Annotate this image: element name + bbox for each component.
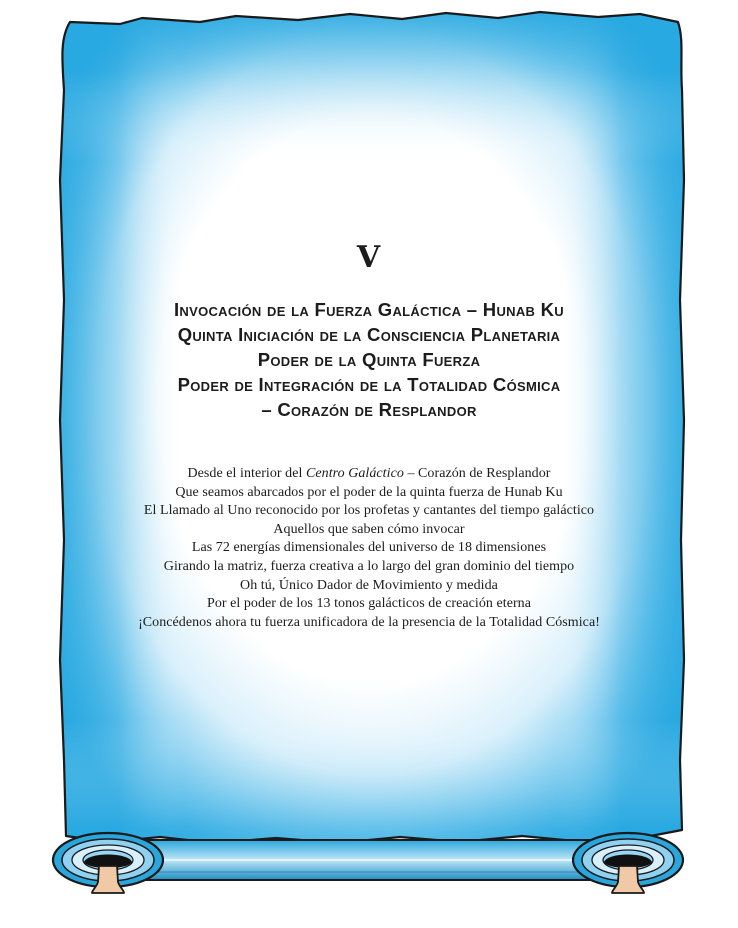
verse-line-2: Que seamos abarcados por el poder de la quinta fuerza de Hunab Ku [175, 484, 563, 500]
title-line-3: Poder de la Quinta Fuerza [257, 349, 481, 370]
verse-line-8: Por el poder de los 13 tonos galácticos de creación eterna [206, 596, 531, 612]
title-line-5: – Corazón de Resplandor [261, 399, 477, 420]
verse-line-7: Oh tú, Único Dador de Movimiento y medida [240, 577, 498, 593]
verse-line-3: El Llamado al Uno reconocido por los profetas y cantantes del tiempo galáctico [143, 503, 595, 519]
scroll-right-roll-end [573, 833, 683, 893]
verse-line-1-italic: Centro Galáctico [306, 466, 404, 481]
verse-line-9: ¡Concédenos ahora tu fuerza unificadora de la presencia de la Totalidad Cósmica! [138, 614, 600, 630]
title-line-1: Invocación de la Fuerza Galáctica – Hunab Ku [173, 299, 564, 320]
scroll-bottom-roll [82, 840, 656, 880]
verse-line-5: Las 72 energías dimensionales del universo de 18 dimensiones [191, 540, 547, 556]
verse-line-1-end: – Corazón de Resplandor [403, 466, 551, 481]
scroll-left-roll-end [53, 833, 163, 893]
verse-line-1 [60, 465, 678, 484]
verse-line-1-start: Desde el interior del [187, 466, 306, 481]
title-line-2: Quinta Iniciación de la Consciencia Planetaria [177, 324, 561, 345]
title-line-4: Poder de Integración de la Totalidad Cósmica [177, 374, 561, 395]
verse-line-6: Girando la matriz, fuerza creativa a lo largo del gran dominio del tiempo [163, 558, 575, 574]
verse-line-4: Aquellos que saben cómo invocar [273, 521, 465, 537]
scroll-sheet [40, 0, 700, 900]
title-block [70, 297, 668, 422]
invocation-verses [60, 465, 678, 632]
chapter-numeral: V [356, 240, 382, 275]
